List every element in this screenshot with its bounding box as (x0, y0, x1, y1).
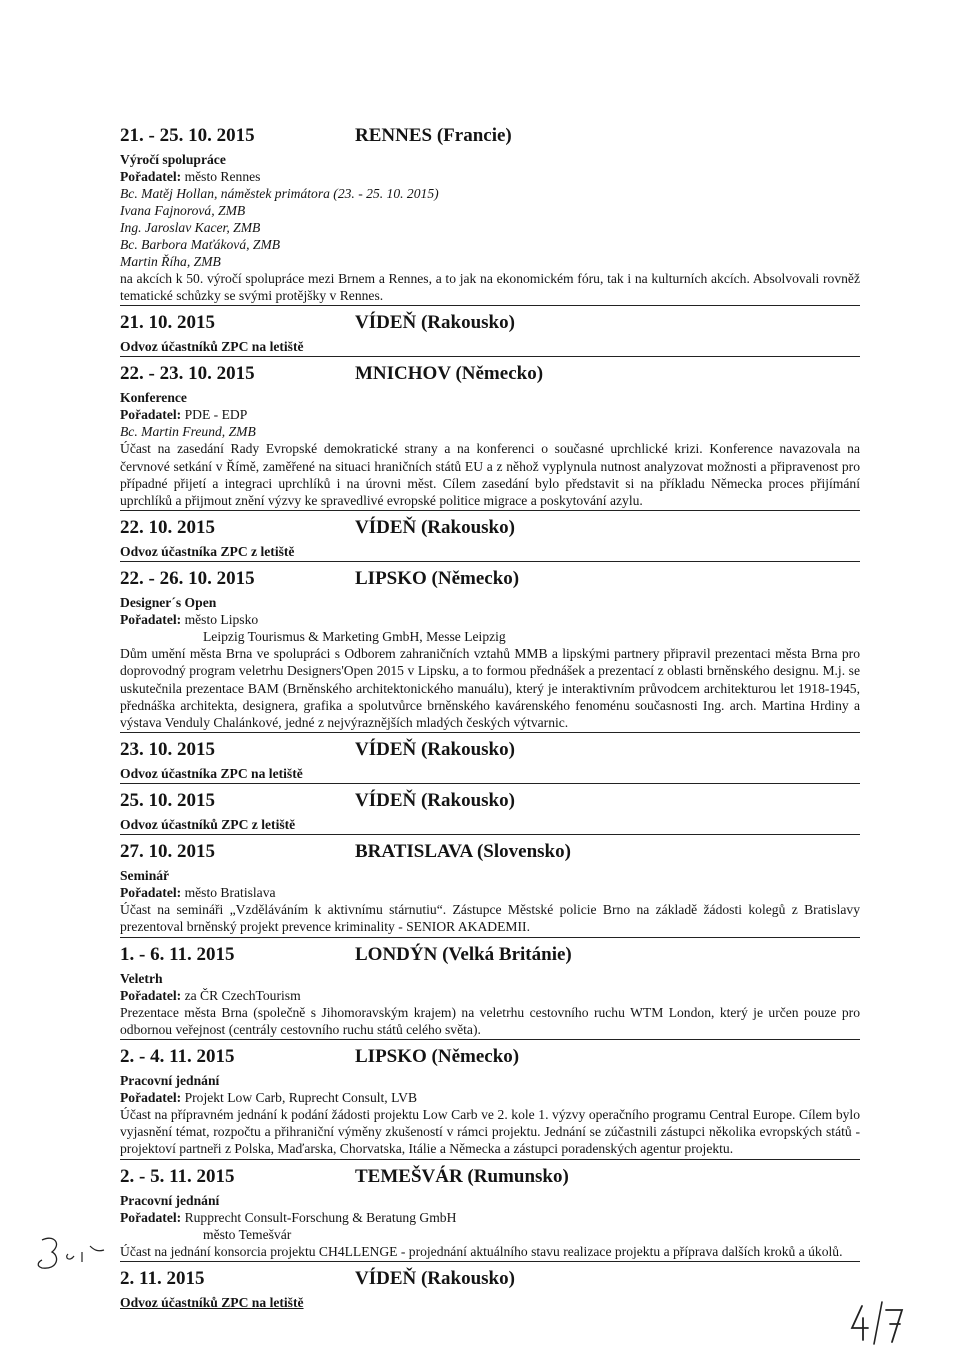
trip-entry (120, 1046, 860, 1160)
organizer-extra: město Temešvár (203, 1226, 292, 1242)
entry-date: 2. - 4. 11. 2015 (120, 1046, 235, 1068)
organizer-value: město Lipsko (184, 612, 259, 628)
entry-organizer (120, 168, 860, 185)
entry-date: 23. 10. 2015 (120, 739, 215, 761)
entry-date: 2. - 5. 11. 2015 (120, 1165, 235, 1187)
entry-description: Dům umění města Brna ve spolupráci s Odborem zahraničních vztahů MMB a lipskými partnery připravil prezentaci města Brna pro doprovodný program veletrhu Designers'Open 2015 v Lipsku, a to formou přednášek a prezentací z oblasti brněnského designu. M.j. se uskutečnila prezentace BAM (Brněnského architektonického manuálu), který je interaktivním průvodcem architekturou let 1918-1945, přednáška architekta, designera, grafika a spolutvůrce brněnského kavárenského fenoménu současnosti Ing. arch. Martina Hrdiny a výstava Venduly Chalánkové, jedné z nejvýraznějších mladých českých výtvarnic. (120, 646, 860, 731)
entry-person: Bc. Matěj Hollan, náměstek primátora (23. - 25. 10. 2015) (120, 186, 439, 201)
entry-organizer (120, 406, 860, 423)
entry-header (120, 790, 860, 816)
organizer-label: Pořadatel: (120, 407, 182, 423)
entry-description: Prezentace města Brna (společně s Jihomoravským krajem) na veletrhu cestovního ruchu WTM London, který je určen pouze pro odbornou veřejnost (centrály cestovního ruchu států celého světa). (120, 1004, 860, 1037)
organizer-value: město Bratislava (184, 885, 276, 901)
entry-organizer (120, 987, 860, 1004)
entry-place: BRATISLAVA (Slovensko) (355, 841, 571, 863)
organizer-value: PDE - EDP (184, 407, 248, 423)
entry-header (120, 312, 860, 338)
entry-type: Odvoz účastníka ZPC na letiště (120, 766, 303, 782)
organizer-label: Pořadatel: (120, 1090, 182, 1106)
entry-date: 21. - 25. 10. 2015 (120, 125, 255, 146)
entry-header (120, 841, 860, 867)
entry-place: TEMEŠVÁR (Rumunsko) (355, 1165, 569, 1187)
trip-entry (120, 739, 860, 784)
entry-type: Pracovní jednání (120, 1073, 220, 1089)
entry-person: Bc. Barbora Maťáková, ZMB (120, 237, 281, 252)
entry-place: VÍDEŇ (Rakousko) (355, 790, 515, 812)
organizer-value: za ČR CzechTourism (184, 987, 301, 1003)
entry-organizer (120, 1209, 860, 1226)
entry-date: 25. 10. 2015 (120, 790, 215, 812)
entry-person: Ing. Jaroslav Kacer, ZMB (120, 220, 261, 235)
organizer-value: Rupprecht Consult-Forschung & Beratung GmbH (184, 1209, 457, 1225)
entry-organizer (120, 1089, 860, 1106)
entry-date: 27. 10. 2015 (120, 841, 215, 863)
entry-place: MNICHOV (Německo) (355, 363, 544, 385)
entry-organizer (120, 884, 860, 901)
entry-organizer (120, 611, 860, 628)
entry-place: LONDÝN (Velká Británie) (355, 943, 572, 965)
trip-entry (120, 790, 860, 835)
organizer-extra: Leipzig Tourismus & Marketing GmbH, Messe Leipzig (203, 629, 506, 645)
entry-header (120, 517, 860, 543)
entry-place: VÍDEŇ (Rakousko) (355, 312, 515, 334)
trip-entry (120, 568, 860, 733)
organizer-label: Pořadatel: (120, 1209, 182, 1225)
trip-entry (120, 312, 860, 357)
trip-entry (120, 1166, 860, 1262)
organizer-value: Projekt Low Carb, Ruprecht Consult, LVB (184, 1090, 418, 1106)
entry-place: VÍDEŇ (Rakousko) (355, 517, 515, 539)
trip-entry (120, 517, 860, 562)
organizer-label: Pořadatel: (120, 987, 182, 1003)
handwritten-signature (28, 1228, 148, 1278)
organizer-value: město Rennes (184, 169, 261, 184)
entry-date: 1. - 6. 11. 2015 (120, 943, 235, 965)
entry-description: na akcích k 50. výročí spolupráce mezi Brnem a Rennes, a to jak na ekonomickém fóru, tak i na kulturních akcích. Absolvovali rovněž tematické schůzky se svými protějšky v Rennes. (120, 271, 860, 304)
entry-place: RENNES (Francie) (355, 125, 512, 146)
entry-date: 22. - 23. 10. 2015 (120, 363, 255, 385)
entry-type: Odvoz účastníků ZPC na letiště (120, 1294, 304, 1310)
entry-type: Pracovní jednání (120, 1192, 220, 1208)
entry-header (120, 739, 860, 765)
organizer-label: Pořadatel: (120, 885, 182, 901)
handwritten-page-number (848, 1298, 908, 1348)
entry-type: Seminář (120, 868, 170, 884)
entry-type: Výročí spolupráce (120, 152, 226, 167)
entry-type: Odvoz účastníků ZPC na letiště (120, 339, 304, 355)
entry-person: Martin Říha, ZMB (120, 254, 221, 269)
trip-entry (120, 841, 860, 937)
trip-entry (120, 1268, 860, 1312)
entry-type: Konference (120, 390, 187, 406)
organizer-label: Pořadatel: (120, 169, 182, 184)
entry-date: 2. 11. 2015 (120, 1267, 205, 1289)
document-page (120, 125, 860, 1318)
entry-date: 22. 10. 2015 (120, 517, 215, 539)
entry-place: LIPSKO (Německo) (355, 568, 520, 590)
entry-type: Designer´s Open (120, 595, 217, 611)
entry-header (120, 1166, 860, 1192)
trip-entry (120, 944, 860, 1040)
entry-type: Veletrh (120, 970, 163, 986)
organizer-label: Pořadatel: (120, 612, 182, 628)
entry-header (120, 363, 860, 389)
trip-entry (120, 363, 860, 511)
entry-type: Odvoz účastníka ZPC z letiště (120, 544, 295, 560)
entry-description: Účast na přípravném jednání k podání žádosti projektu Low Carb ve 2. kole 1. výzvy operačního programu Central Europe. Cílem bylo vyjasnění témat, rozpočtu a přihraniční výměny zkušeností v rámci projektu. Jednání se zúčastnili zástupci několika evropských států - projektoví partneři z Polska, Maďarska, Chorvatska, Itálie a Německa a zástupci poradenských agentur projektu. (120, 1107, 860, 1157)
entry-header (120, 1046, 860, 1072)
entry-date: 21. 10. 2015 (120, 312, 215, 334)
entry-header (120, 568, 860, 594)
entry-date: 22. - 26. 10. 2015 (120, 568, 255, 590)
entry-description: Účast na semináři „Vzděláváním k aktivnímu stárnutiu“. Zástupce Městské policie Brno na základě žádosti kolegů z Bratislavy prezentoval brněnský projekt prevence kriminality - SENIOR AKADEMII. (120, 902, 860, 935)
entry-header (120, 1268, 860, 1294)
entry-person: Bc. Martin Freund, ZMB (120, 424, 256, 440)
entry-person: Ivana Fajnorová, ZMB (120, 203, 246, 218)
entry-header (120, 125, 860, 151)
trip-entry (120, 125, 860, 306)
entry-place: LIPSKO (Německo) (355, 1046, 520, 1068)
entry-description: Účast na zasedání Rady Evropské demokratické strany a na konferenci o současné uprchlické krizi. Konference navazovala na červnové setkání v Římě, zaměřené na situaci hraničních států EU a z něhož vyplynula nutnost analyzovat možnosti a připravenost pro případné přijetí a integraci uprchlíků i na úrovni měst. Cílem zasedání bylo představit si na příkladu Německa proces přijímání uprchlíků a přijmout znění výzvy ke spravedlivé evropské politice migrace a poskytování azylu. (120, 441, 860, 509)
entry-type: Odvoz účastníků ZPC z letiště (120, 817, 296, 833)
entry-description: Účast na jednání konsorcia projektu CH4LLENGE - projednání aktuálního stavu realizace projektu a příprava dalších kroků a úkolů. (120, 1243, 843, 1259)
entry-place: VÍDEŇ (Rakousko) (355, 1267, 515, 1289)
entry-place: VÍDEŇ (Rakousko) (355, 739, 515, 761)
entry-header (120, 944, 860, 970)
